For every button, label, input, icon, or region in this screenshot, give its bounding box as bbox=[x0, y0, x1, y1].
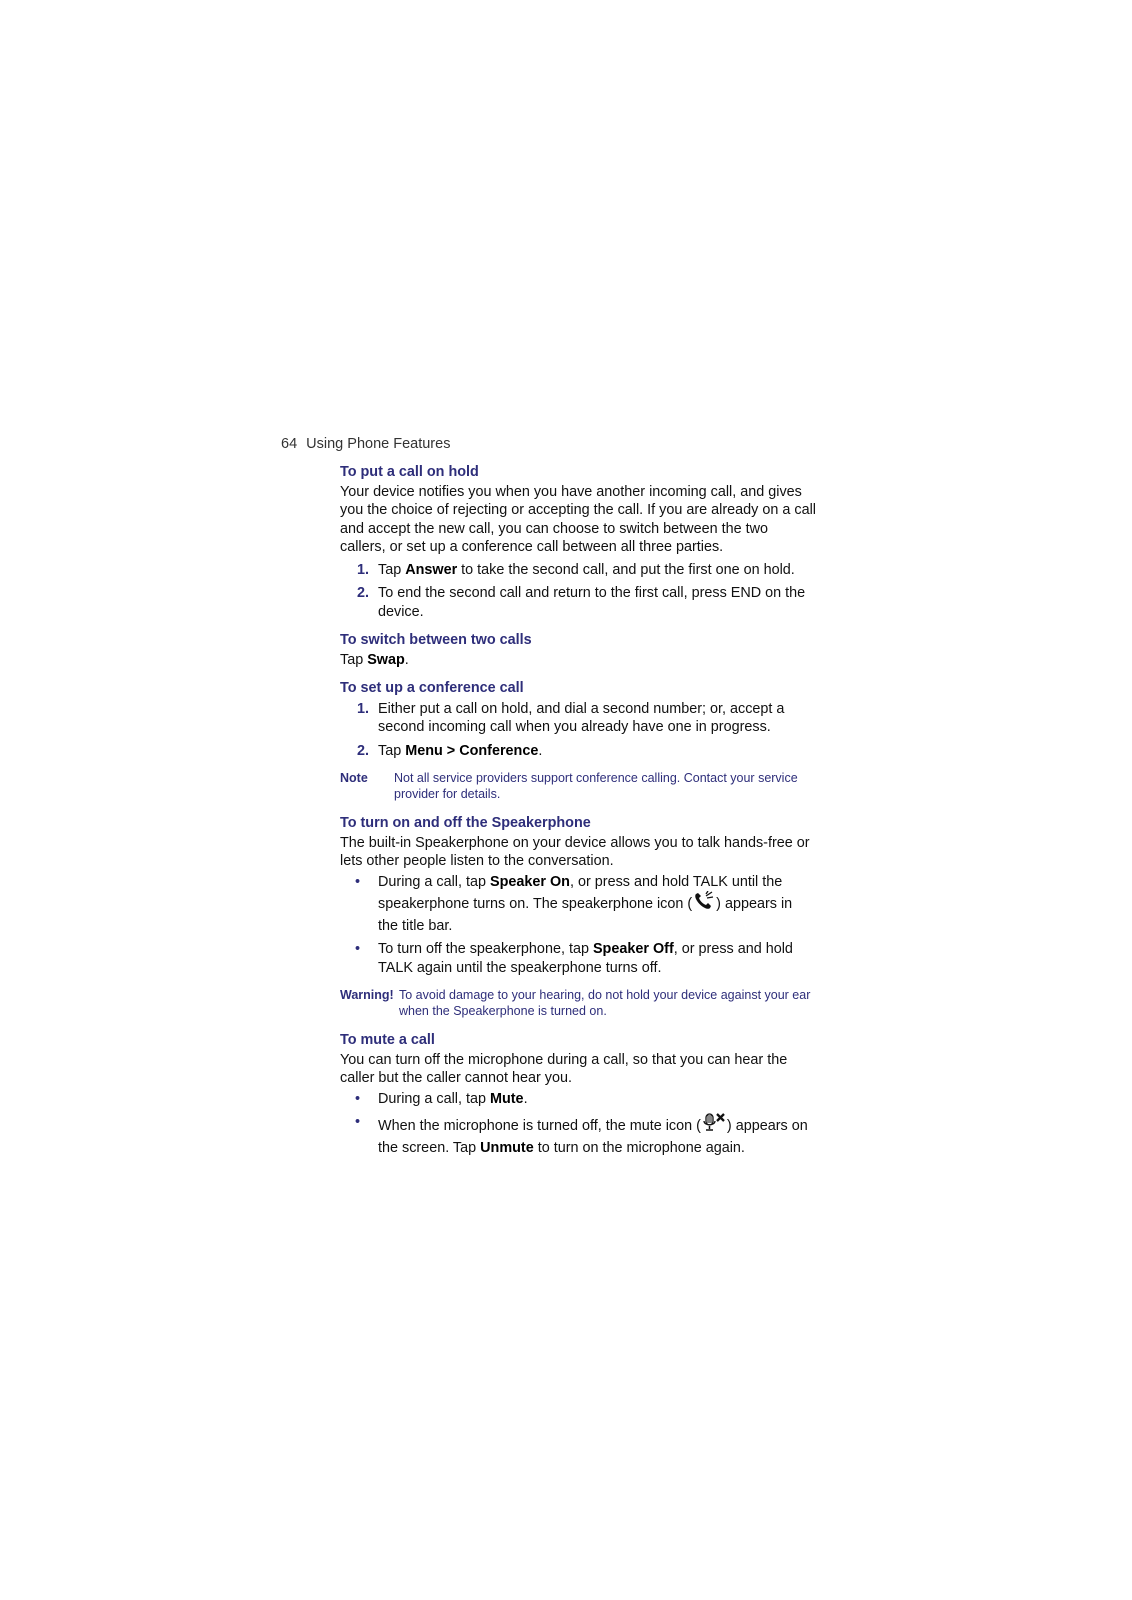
item-text: ) appears on the screen. Tap bbox=[378, 1118, 808, 1156]
step-number: 1. bbox=[357, 700, 370, 717]
item-text: During a call, tap bbox=[378, 1090, 490, 1107]
hold-step-2 bbox=[340, 584, 816, 621]
warning-label: Warning! bbox=[340, 988, 394, 1002]
switch-post: . bbox=[404, 651, 409, 668]
step-number: 1. bbox=[357, 561, 370, 578]
section-conference bbox=[340, 679, 816, 802]
swap-label: Swap bbox=[367, 651, 405, 668]
speakerphone-icon bbox=[693, 891, 715, 917]
chapter-title: Using Phone Features bbox=[306, 436, 451, 452]
item-text: , or press and hold TALK until the speakerphone turns on. The speakerphone icon ( bbox=[378, 873, 783, 912]
item-text: , or press and hold TALK again until the speakerphone turns off. bbox=[378, 941, 793, 976]
switch-text bbox=[340, 651, 816, 670]
note-label: Note bbox=[340, 771, 368, 785]
hold-steps bbox=[340, 561, 816, 622]
note-text: Not all service providers support conference calling. Contact your service provider for details. bbox=[394, 771, 798, 801]
switch-pre: Tap bbox=[340, 651, 368, 668]
bullet: • bbox=[355, 873, 361, 890]
page-number: 64 bbox=[281, 436, 298, 452]
note bbox=[340, 770, 816, 802]
conference-step-1 bbox=[340, 700, 816, 737]
answer-label: Answer bbox=[405, 561, 458, 578]
warning-text: To avoid damage to your hearing, do not hold your device against your ear when the Speakerphone is turned on. bbox=[399, 988, 811, 1018]
conference-label: Conference bbox=[459, 742, 539, 759]
heading-mute: To mute a call bbox=[340, 1032, 435, 1048]
hold-intro: Your device notifies you when you have another incoming call, and gives you the choice of rejecting or accepting the call. If you are already on a call and accept the new call, you can choose to switch between the two callers, or set up a conference call between all three parties. bbox=[340, 483, 816, 555]
speaker-item-1 bbox=[340, 873, 816, 936]
separator: > bbox=[442, 742, 460, 759]
section-hold bbox=[340, 463, 816, 621]
item-text: When the microphone is turned off, the mute icon ( bbox=[378, 1118, 701, 1134]
step-text: Tap bbox=[378, 561, 406, 578]
menu-label: Menu bbox=[405, 742, 443, 759]
mute-label: Mute bbox=[489, 1090, 524, 1107]
item-text: To turn off the speakerphone, tap bbox=[378, 941, 593, 957]
mute-intro: You can turn off the microphone during a call, so that you can hear the caller but the caller cannot hear you. bbox=[340, 1051, 788, 1086]
speaker-off-label: Speaker Off bbox=[592, 941, 674, 957]
speaker-intro: The built-in Speakerphone on your device allows you to talk hands-free or lets other people listen to the conversation. bbox=[340, 834, 810, 869]
conference-step-2 bbox=[340, 742, 816, 761]
heading-hold: To put a call on hold bbox=[340, 464, 479, 480]
section-speakerphone bbox=[340, 814, 816, 1019]
mute-item-1 bbox=[340, 1090, 816, 1109]
step-text: Either put a call on hold, and dial a second number; or, accept a second incoming call when you already have one in progress. bbox=[378, 700, 785, 735]
page-header bbox=[281, 436, 450, 452]
speaker-list bbox=[340, 873, 816, 978]
item-text: . bbox=[523, 1090, 528, 1107]
mute-list bbox=[340, 1090, 816, 1158]
mute-item-2 bbox=[340, 1113, 816, 1157]
conference-steps bbox=[340, 700, 816, 761]
item-text: ) appears in the title bar. bbox=[378, 896, 793, 934]
speaker-item-2 bbox=[340, 940, 816, 977]
section-switch bbox=[340, 631, 816, 669]
bullet: • bbox=[355, 941, 361, 957]
page-content bbox=[340, 463, 816, 1167]
speaker-on-label: Speaker On bbox=[489, 873, 570, 890]
step-text: To end the second call and return to the first call, press END on the device. bbox=[378, 585, 806, 620]
hold-step-1 bbox=[340, 561, 816, 580]
step-text: Tap bbox=[378, 742, 406, 759]
item-text: During a call, tap bbox=[378, 873, 490, 890]
bullet: • bbox=[355, 1114, 361, 1130]
warning bbox=[340, 987, 816, 1019]
step-number: 2. bbox=[357, 585, 370, 601]
step-number: 2. bbox=[357, 742, 370, 759]
bullet: • bbox=[355, 1090, 361, 1107]
heading-switch: To switch between two calls bbox=[340, 632, 532, 648]
section-mute bbox=[340, 1031, 816, 1157]
heading-speakerphone: To turn on and off the Speakerphone bbox=[340, 815, 591, 831]
step-text: to take the second call, and put the first one on hold. bbox=[457, 561, 795, 578]
mute-icon bbox=[702, 1113, 726, 1139]
step-text: . bbox=[538, 742, 543, 759]
heading-conference: To set up a conference call bbox=[340, 680, 524, 696]
item-text: to turn on the microphone again. bbox=[533, 1139, 745, 1156]
unmute-label: Unmute bbox=[480, 1139, 534, 1156]
